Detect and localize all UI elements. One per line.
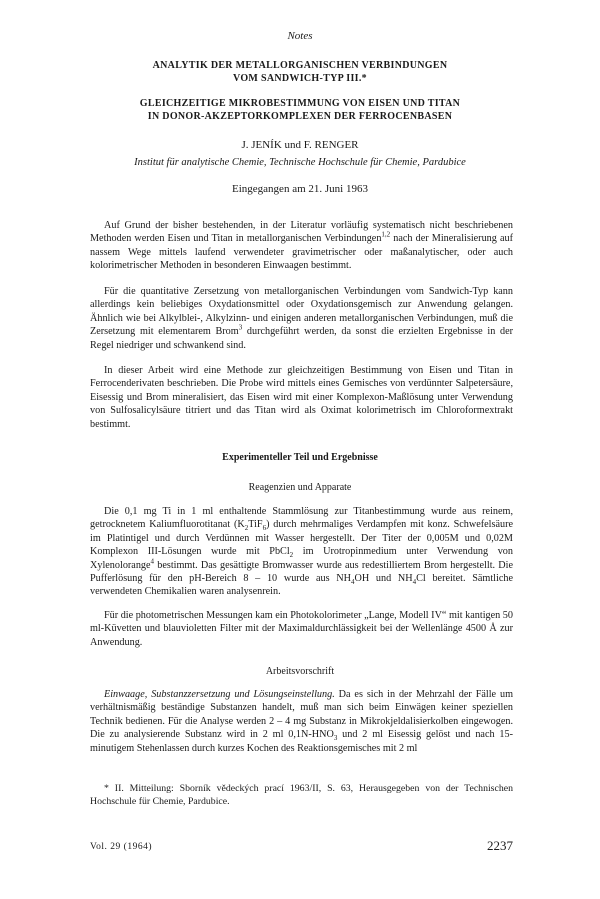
- authors: J. JENÍK und F. RENGER: [241, 139, 359, 151]
- article-subtitle: [0, 97, 600, 123]
- paragraph-intro-2: Für die quantitative Zersetzung von metallorganischen Verbindungen vom Sandwich-Typ kann allerdings kein beliebiges Oxydationsmittel oder Oxydationsgemisch zur Anwendung gelangen. Ähnlich wie bei Alkylblei-, Alkylzinn- und einigen anderen metallorganischen Verbindungen, muß die Zersetzung mit elementarem Brom$^3$ durchgeführt werden, da sonst die erzielten Ergebnisse in der Regel niedriger und schwankend sind.: [90, 286, 513, 351]
- paragraph-procedure: Einwaage, Substanzzersetzung und Lösungseinstellung. Da es sich in der Mehrzahl der Fälle um verhältnismäßig beständige Substanzen handelt, muß man sich beim Einwägen keiner speziellen Technik bedienen. Für die Analyse werden 2 – 4 mg Substanz in Mikrokjeldalisierkolben eingewogen. Die zu analysierende Substanz wird in 2 ml $0,1N-HNO_3$ und 2 ml Eisessig gelöst und nach 15-minutigem Stehenlassen durch kurzes Kochen des Reaktionsgemisches mit 2 ml: [90, 689, 513, 754]
- run-in-heading: Einwaage, Substanzzersetzung und Lösungseinstellung.: [104, 689, 335, 700]
- title-line: VOM SANDWICH-TYP III.*: [233, 73, 367, 84]
- paragraph-intro-3: In dieser Arbeit wird eine Methode zur gleichzeitigen Bestimmung von Eisen und Titan in Ferrocenderivaten beschrieben. Die Probe wird mittels eines Gemisches von verdünnter Salpetersäure, Eisessig und Brom mineralisiert, das Eisen wird mit einer Komplexon-Maßlösung unter Verwendung von Sulfosalicylsäure titriert und das Titan wird als Oximat kolorimetrisch im Chloroformextrakt bestimmt.: [90, 365, 513, 430]
- paragraph-intro-1: Auf Grund der bisher bestehenden, in der Literatur vorläufig systematisch nicht beschriebenen Methoden werden Eisen und Titan in metallorganischen Verbindungen$^{1,2}$ nach der Mineralisierung auf nassem Wege mittels laufend verwendeter gravimetrischer oder maßanalytischer, oder auch kolorimetrischer Methoden in besonderen Einwaagen bestimmt.: [90, 220, 513, 272]
- subtitle-line: GLEICHZEITIGE MIKROBESTIMMUNG VON EISEN UND TITAN: [139, 98, 461, 109]
- reference-superscript: 4: [150, 557, 155, 566]
- footnote: * II. Mitteilung: Sborník vědeckých prací 1963/II, S. 63, Herausgegeben von der Technischen Hochschule für Chemie, Pardubice.: [90, 783, 513, 807]
- article-title: [0, 59, 600, 85]
- paragraph-apparatus: Für die photometrischen Messungen kam ein Photokolorimeter „Lange, Modell IV“ mit kantigen 50 ml-Küvetten und blauvioletten Filter mit der Maximaldurchlässigkeit bei der Wellenlänge 4500 Å zur Anwendung.: [90, 610, 513, 648]
- running-header: Notes: [287, 30, 313, 42]
- subsection-heading-procedure: Arbeitsvorschrift: [265, 666, 335, 677]
- volume-label: Vol. 29 (1964): [90, 842, 152, 852]
- paragraph-reagents: Die 0,1 mg Ti in 1 ml enthaltende Stammlösung zur Titanbestimmung wurde aus reinem, getrocknetem Kaliumfluorotitanat $(K_2TiF_6)$ durch mehrmaliges Verdampfen mit konz. Schwefelsäure im Platintigel und durch Verdünnen mit Wasser hergestellt. Der Titer der 0,005M und 0,02M Komplexon III-Lösungen wurde mit PbCl$_2$ im Urotropinmedium unter Verwendung von Xylenolorange$^4$ bestimmt. Das gesättigte Bromwasser wurde aus redestilliertem Brom hergestellt. Die Pufferlösung für den pH-Bereich 8 – 10 wurde aus $NH_4OH$ und $NH_4Cl$ bereitet. Sämtliche verwendeten Chemikalien waren analysenrein.: [90, 506, 513, 598]
- section-heading: Experimenteller Teil und Ergebnisse: [222, 452, 378, 463]
- subtitle-line: IN DONOR-AKZEPTORKOMPLEXEN DER FERROCENBASEN: [147, 111, 453, 122]
- title-line: ANALYTIK DER METALLORGANISCHEN VERBINDUNGEN: [152, 60, 448, 71]
- page-number: 2237: [487, 838, 513, 853]
- institute: Institut für analytische Chemie, Technische Hochschule für Chemie, Pardubice: [134, 157, 466, 168]
- reference-superscript: 3: [238, 323, 243, 332]
- received-date: Eingegangen am 21. Juni 1963: [232, 183, 368, 195]
- subsection-heading-reagents: Reagenzien und Apparate: [248, 482, 352, 493]
- reference-superscript: 1,2: [381, 231, 391, 240]
